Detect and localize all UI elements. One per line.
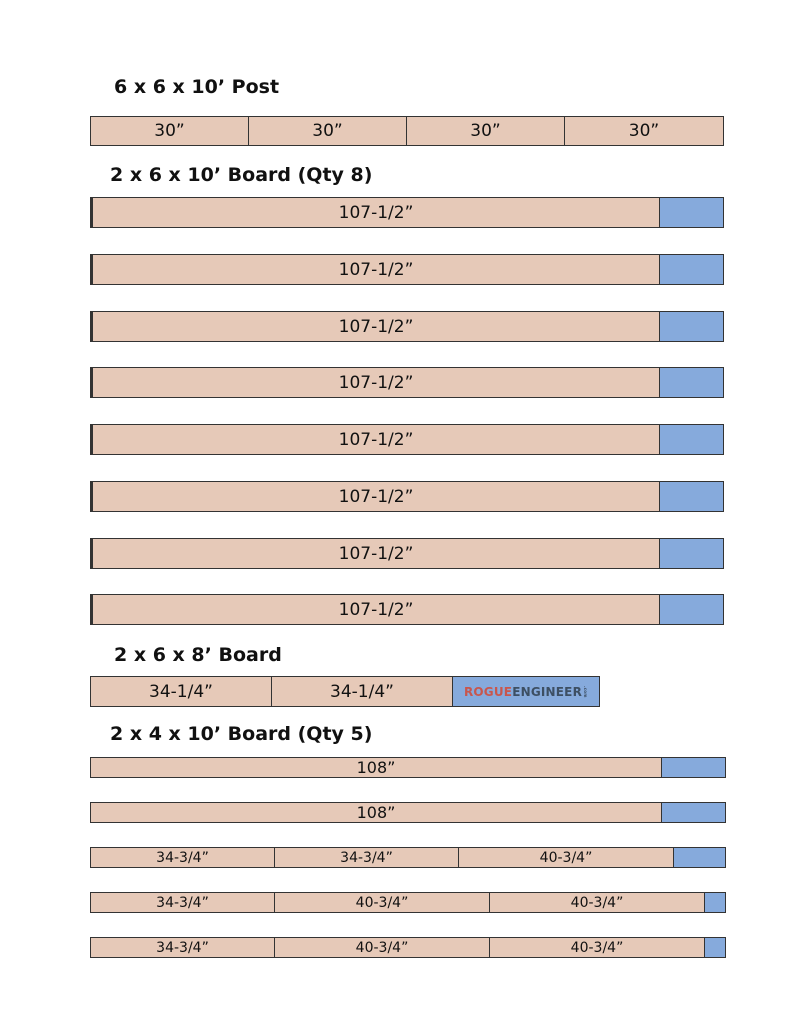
watermark-part2: ENGINEER xyxy=(512,684,583,699)
waste-segment xyxy=(660,198,723,227)
board-2x6x10-6 xyxy=(90,481,724,512)
cut-segment: 107-1/2” xyxy=(93,312,660,341)
cut-segment: 40-3/4” xyxy=(275,893,490,912)
board-2x6x10-3 xyxy=(90,311,724,342)
watermark-logo xyxy=(453,677,599,706)
board-2x6x10-2 xyxy=(90,254,724,285)
cut-segment: 107-1/2” xyxy=(93,368,660,397)
waste-segment xyxy=(660,368,723,397)
board-2x4x10-3 xyxy=(90,847,726,868)
waste-segment xyxy=(705,938,725,957)
watermark-suffix: .com xyxy=(583,685,589,698)
board-2x4x10-4 xyxy=(90,892,726,913)
cut-segment: 40-3/4” xyxy=(490,893,705,912)
waste-segment xyxy=(660,595,723,624)
section-title-post: 6 x 6 x 10’ Post xyxy=(114,76,280,98)
cut-segment: 34-3/4” xyxy=(91,938,275,957)
board-2x4x10-1 xyxy=(90,757,726,778)
cut-segment: 108” xyxy=(91,803,662,822)
board-2x4x10-2 xyxy=(90,802,726,823)
cut-segment: 30” xyxy=(407,117,565,145)
waste-segment xyxy=(674,848,725,867)
section-title-2x4x10: 2 x 4 x 10’ Board (Qty 5) xyxy=(110,723,373,745)
board-2x4x10-5 xyxy=(90,937,726,958)
board-2x6x10-1 xyxy=(90,197,724,228)
section-title-2x6x10: 2 x 6 x 10’ Board (Qty 8) xyxy=(110,164,373,186)
cut-segment: 107-1/2” xyxy=(93,255,660,284)
waste-segment xyxy=(660,312,723,341)
board-2x6x10-7 xyxy=(90,538,724,569)
cut-segment: 34-3/4” xyxy=(275,848,459,867)
section-title-2x6x8: 2 x 6 x 8’ Board xyxy=(114,644,282,666)
waste-segment xyxy=(660,539,723,568)
cut-segment: 30” xyxy=(91,117,249,145)
post-board xyxy=(90,116,724,146)
waste-segment xyxy=(660,255,723,284)
cut-segment: 108” xyxy=(91,758,662,777)
cut-segment: 34-1/4” xyxy=(272,677,453,706)
cut-segment: 107-1/2” xyxy=(93,482,660,511)
cut-segment: 34-3/4” xyxy=(91,893,275,912)
cut-segment: 107-1/2” xyxy=(93,595,660,624)
board-2x6x8 xyxy=(90,676,600,707)
cut-segment: 107-1/2” xyxy=(93,198,660,227)
board-2x6x10-4 xyxy=(90,367,724,398)
cut-segment: 107-1/2” xyxy=(93,539,660,568)
cut-segment: 30” xyxy=(565,117,723,145)
cut-segment: 107-1/2” xyxy=(93,425,660,454)
waste-segment xyxy=(660,425,723,454)
waste-segment xyxy=(660,482,723,511)
cut-segment: 34-1/4” xyxy=(91,677,272,706)
cut-segment: 40-3/4” xyxy=(490,938,705,957)
cut-segment: 40-3/4” xyxy=(275,938,490,957)
watermark-part1: ROGUE xyxy=(463,684,513,699)
board-2x6x10-8 xyxy=(90,594,724,625)
cut-segment: 30” xyxy=(249,117,407,145)
cut-segment: 40-3/4” xyxy=(459,848,674,867)
waste-segment xyxy=(662,803,725,822)
board-2x6x10-5 xyxy=(90,424,724,455)
waste-segment xyxy=(662,758,725,777)
cut-segment: 34-3/4” xyxy=(91,848,275,867)
waste-segment xyxy=(705,893,725,912)
